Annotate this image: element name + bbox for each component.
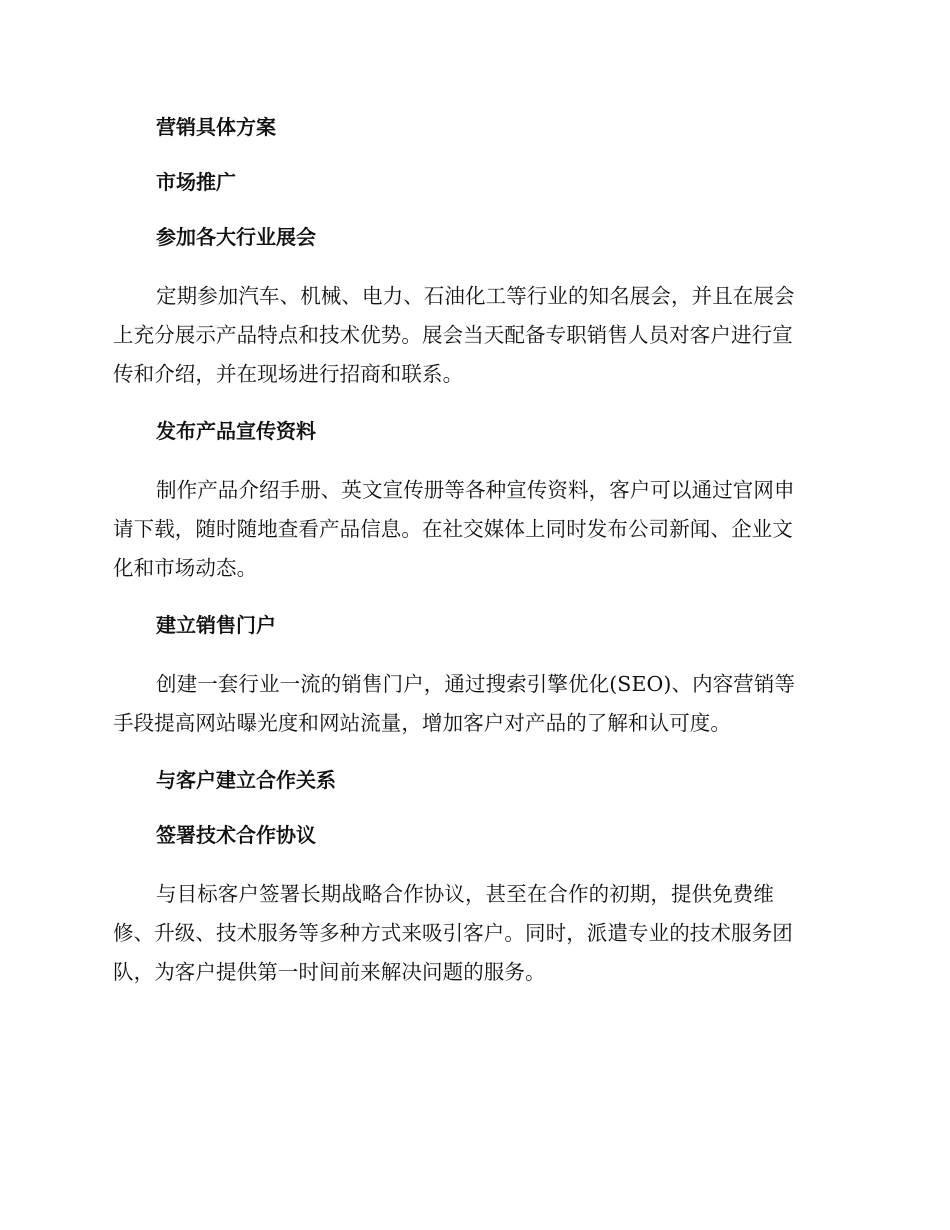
subheading-exhibition: 参加各大行业展会 (156, 225, 316, 249)
paragraph-line: 化和市场动态。 (113, 556, 258, 580)
paragraph-exhibition (113, 277, 833, 394)
paragraph-line: 上充分展示产品特点和技术优势。展会当天配备专职销售人员对客户进行宣 (113, 323, 793, 347)
section-heading-cooperation: 与客户建立合作关系 (156, 768, 336, 792)
paragraph-line: 修、升级、技术服务等多种方式来吸引客户。同时，派遣专业的技术服务团 (113, 921, 793, 945)
paragraph-line: 传和介绍，并在现场进行招商和联系。 (113, 362, 464, 386)
document-title: 营销具体方案 (156, 115, 276, 139)
paragraph-line: 队，为客户提供第一时间前来解决问题的服务。 (113, 960, 546, 984)
paragraph-materials (113, 471, 833, 588)
paragraph-portal (113, 665, 833, 743)
subheading-materials: 发布产品宣传资料 (156, 419, 316, 443)
subheading-agreement: 签署技术合作协议 (156, 823, 316, 847)
paragraph-line: 请下载，随时随地查看产品信息。在社交媒体上同时发布公司新闻、企业文 (113, 517, 793, 541)
paragraph-line: 制作产品介绍手册、英文宣传册等各种宣传资料，客户可以通过官网申 (156, 478, 795, 502)
subheading-portal: 建立销售门户 (156, 613, 276, 637)
document-body (113, 112, 833, 1014)
paragraph-agreement (113, 875, 833, 992)
paragraph-line: 定期参加汽车、机械、电力、石油化工等行业的知名展会，并且在展会 (156, 284, 795, 308)
paragraph-line: 与目标客户签署长期战略合作协议，甚至在合作的初期，提供免费维 (156, 882, 774, 906)
paragraph-line: 手段提高网站曝光度和网站流量，增加客户对产品的了解和认可度。 (113, 711, 731, 735)
paragraph-line: 创建一套行业一流的销售门户，通过搜索引擎优化(SEO)、内容营销等 (156, 672, 796, 696)
section-heading-market: 市场推广 (156, 170, 236, 194)
